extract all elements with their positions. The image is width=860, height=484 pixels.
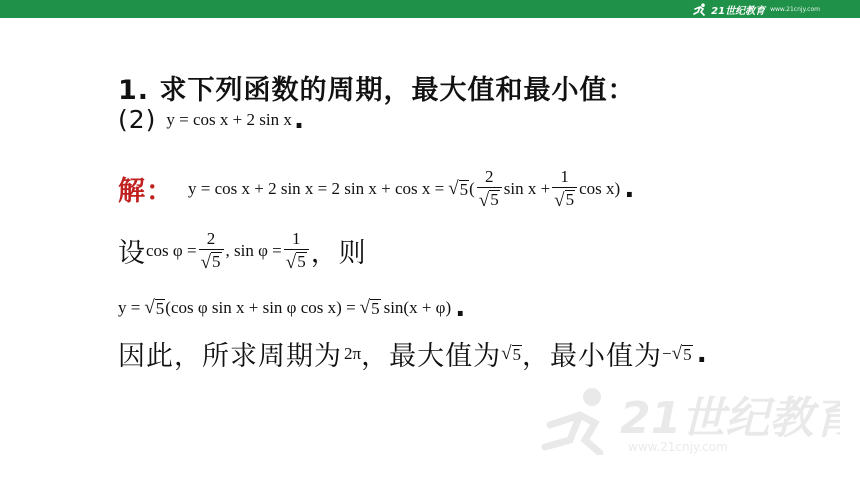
function-expression: y = cos x + 2 sin x — [166, 109, 292, 129]
problem-part — [118, 104, 305, 135]
line1-end: . — [624, 173, 636, 205]
solution-line-4 — [118, 334, 708, 373]
sqrt-5-a: √ 5 — [144, 296, 165, 318]
cos-phi-eq: cos φ = — [146, 240, 197, 260]
set-word: 设 — [118, 238, 146, 270]
brand-logo — [692, 2, 820, 16]
problem-title — [118, 68, 635, 107]
svg-text:www.21cnjy.com: www.21cnjy.com — [628, 440, 728, 454]
line4-end: . — [696, 338, 708, 369]
sin-x-term: sin x + — [503, 178, 551, 198]
part-label: (2) — [118, 105, 157, 134]
line3-part3: sin(x + φ) — [383, 297, 452, 317]
sqrt-5: √ 5 — [448, 177, 469, 200]
problem-title-text: 1. 求下列函数的周期，最大值和最小值： — [118, 75, 636, 106]
fraction-sin-phi: 1 √ 5 — [284, 230, 309, 272]
solution-line-2 — [118, 230, 367, 272]
watermark-logo — [540, 385, 840, 455]
min-value: √ 5 — [671, 342, 692, 364]
logo-subtext: www.21cnjy.com — [770, 5, 820, 13]
open-paren: ( — [469, 178, 475, 198]
line3-end: . — [455, 292, 467, 323]
fraction-2-over-sqrt5: 2 √ 5 — [477, 168, 502, 210]
runner-icon — [692, 3, 708, 16]
period-value: 2π — [344, 343, 362, 363]
then-word: ，则 — [310, 238, 367, 270]
svg-text:21世纪教育: 21世纪教育 — [620, 393, 840, 444]
solution-label: 解： — [118, 176, 174, 208]
cos-x-term: cos x) — [579, 178, 621, 198]
fraction-1-over-sqrt5: 1 √ 5 — [552, 168, 577, 210]
conclusion-text-2: ，最大值为 — [361, 341, 502, 372]
max-value: √ 5 — [501, 342, 522, 364]
line3-part1: y = — [118, 297, 141, 317]
conclusion-text-1: 因此，所求周期为 — [118, 341, 342, 372]
sqrt-5-b: √ 5 — [359, 296, 380, 318]
solution-line-3 — [118, 292, 466, 323]
header-bar — [0, 0, 860, 18]
line3-part2: (cos φ sin x + sin φ cos x) = — [165, 297, 356, 317]
min-sign: − — [662, 343, 672, 363]
end-period: . — [293, 104, 306, 135]
conclusion-text-3: ，最小值为 — [522, 341, 663, 372]
solution-line-1 — [118, 168, 635, 210]
sin-phi-eq: , sin φ = — [225, 240, 282, 260]
solution-line1-lhs: y = cos x + 2 sin x = 2 sin x + cos x = — [188, 178, 445, 198]
logo-text: 21世纪教育 — [711, 5, 766, 17]
fraction-cos-phi: 2 √ 5 — [199, 230, 224, 272]
